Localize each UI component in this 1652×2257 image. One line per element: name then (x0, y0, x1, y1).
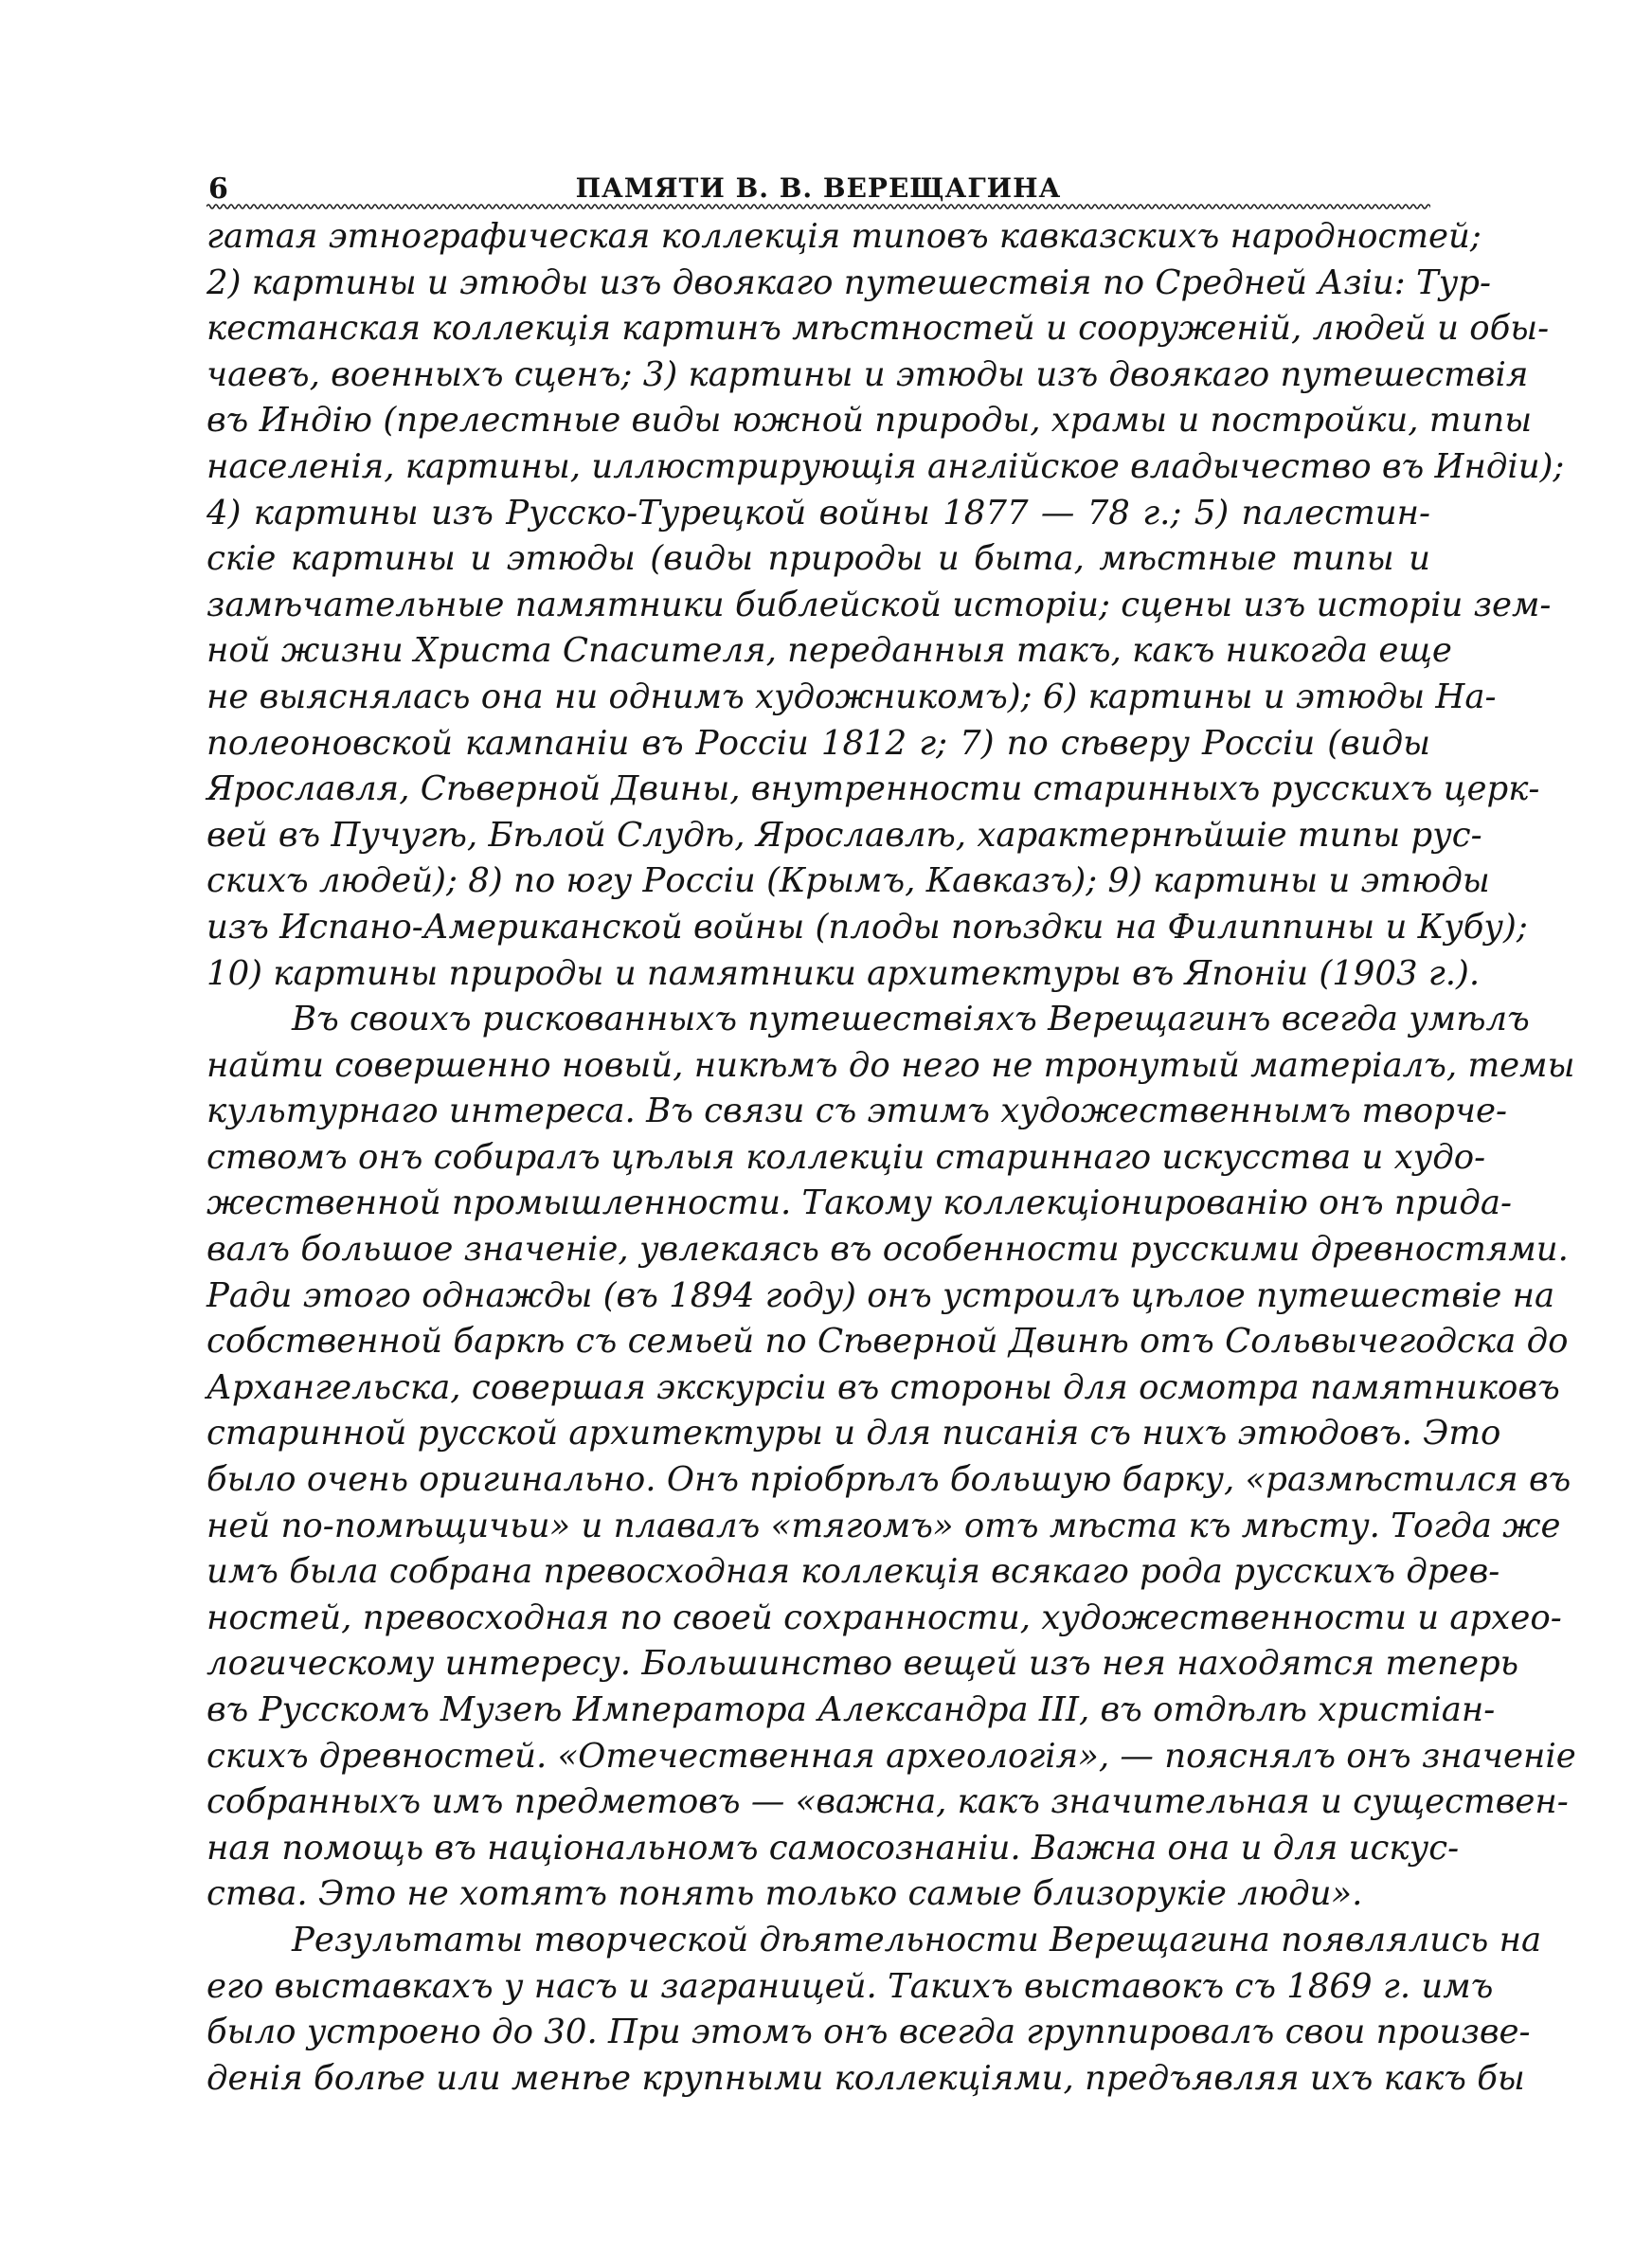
text-line-31: ностей, превосходная по своей сохранности, художественности и архео- (206, 1598, 1562, 1637)
text-line-28: было очень оригинально. Онъ прiобрѣлъ большую барку, «размѣстился въ (206, 1460, 1571, 1500)
text-line-3: кестанская коллекцiя картинъ мѣстностей и сооруженiй, людей и обы- (206, 309, 1550, 349)
text-line-38: Результаты творческой дѣятельности Верещагина появлялись на (292, 1920, 1542, 1959)
text-line-1: гатая этнографическая коллекцiя типовъ кавказскихъ народностей; (206, 217, 1481, 256)
wavy-header-rule (206, 203, 1430, 210)
text-line-13: Ярославля, Сѣверной Двины, внутренности старинныхъ русскихъ церк- (206, 769, 1540, 809)
text-line-27: старинной русской архитектуры и для писанiя съ нихъ этюдовъ. Это (206, 1414, 1501, 1454)
text-line-23: валъ большое значенiе, увлекаясь въ особенности русскими древностями. (206, 1230, 1569, 1270)
text-line-39: его выставкахъ у насъ и заграницей. Такихъ выставокъ съ 1869 г. имъ (206, 1966, 1494, 2006)
text-line-21: ствомъ онъ собиралъ цѣлыя коллекцiи стариннаго искусства и худо- (206, 1137, 1486, 1177)
text-line-22: жественной промышленности. Такому коллекцiонированiю онъ прида- (206, 1183, 1512, 1223)
running-title: ПАМЯТИ В. В. ВЕРЕЩАГИНА (575, 172, 1062, 204)
text-line-37: ства. Это не хотятъ понять только самые близорукiе люди». (206, 1874, 1363, 1914)
text-line-29: ней по-помѣщичьи» и плавалъ «тягомъ» отъ мѣста къ мѣсту. Тогда же (206, 1506, 1561, 1545)
text-line-30: имъ была собрана превосходная коллекцiя всякаго рода русскихъ древ- (206, 1552, 1500, 1592)
page-number: 6 (208, 172, 228, 206)
text-line-10: ной жизни Христа Спасителя, переданныя такъ, какъ никогда еще (206, 631, 1452, 671)
text-line-6: населенiя, картины, иллюстрирующiя англiйское владычество въ Индiи); (206, 446, 1565, 486)
text-line-33: въ Русскомъ Музеѣ Императора Александра III, въ отдѣлѣ христiан- (206, 1690, 1496, 1729)
text-line-4: чаевъ, военныхъ сценъ; 3) картины и этюды изъ двоякаго путешествiя (206, 354, 1529, 394)
text-line-16: изъ Испано-Американской войны (плоды поѣздки на Филиппины и Кубу); (206, 907, 1528, 947)
body-text (206, 214, 1576, 2102)
text-line-26: Архангельска, совершая экскурсiи въ стороны для осмотра памятниковъ (206, 1367, 1560, 1407)
page-header (206, 165, 1430, 208)
text-line-34: скихъ древностей. «Отечественная археологiя», — пояснялъ онъ значенiе (206, 1736, 1576, 1776)
text-line-40: было устроено до 30. При этомъ онъ всегда группировалъ свои произве- (206, 2013, 1531, 2052)
text-line-17: 10) картины природы и памятники архитектуры въ Японiи (1903 г.). (206, 953, 1481, 993)
text-line-24: Ради этого однажды (въ 1894 году) онъ устроилъ цѣлое путешествiе на (206, 1275, 1555, 1315)
text-line-2: 2) картины и этюды изъ двоякаго путешествiя по Средней Азiи: Тур- (206, 262, 1492, 302)
text-line-41: денiя болѣе или менѣе крупными коллекцiями, предъявляя ихъ какъ бы (206, 2058, 1525, 2098)
text-line-15: скихъ людей); 8) по югу Россiи (Крымъ, Кавказъ); 9) картины и этюды (206, 861, 1490, 901)
text-line-7: 4) картины изъ Русско-Турецкой войны 1877 — 78 г.; 5) палестин- (206, 493, 1430, 533)
text-line-18: Въ своихъ рискованныхъ путешествiяхъ Верещагинъ всегда умѣлъ (292, 1000, 1530, 1039)
text-line-20: культурнаго интереса. Въ связи съ этимъ художественнымъ творче- (206, 1092, 1507, 1131)
text-line-14: вей въ Пучугѣ, Бѣлой Слудѣ, Ярославлѣ, характернѣйшiе типы рус- (206, 815, 1482, 855)
text-line-19: найти совершенно новый, никѣмъ до него не тронутый матерiалъ, темы (206, 1045, 1575, 1085)
text-line-5: въ Индiю (прелестные виды южной природы, храмы и постройки, типы (206, 401, 1533, 441)
text-line-8: скiе картины и этюды (виды природы и быта, мѣстные типы и (206, 539, 1430, 579)
text-line-11: не выяснялась она ни однимъ художникомъ); 6) картины и этюды На- (206, 677, 1497, 716)
text-line-32: логическому интересу. Большинство вещей изъ нея находятся теперь (206, 1644, 1519, 1684)
text-line-9: замѣчательные памятники библейской исторiи; сцены изъ исторiи зем- (206, 585, 1552, 624)
text-line-25: собственной баркѣ съ семьей по Сѣверной Двинѣ отъ Сольвычегодска до (206, 1322, 1569, 1362)
text-line-36: ная помощь въ нацiональномъ самосознанiи. Важна она и для искус- (206, 1828, 1460, 1868)
text-line-35: собранныхъ имъ предметовъ — «важна, какъ значительная и существен- (206, 1782, 1569, 1822)
text-line-12: полеоновской кампанiи въ Россiи 1812 г; 7) по сѣверу Россiи (виды (206, 723, 1430, 763)
